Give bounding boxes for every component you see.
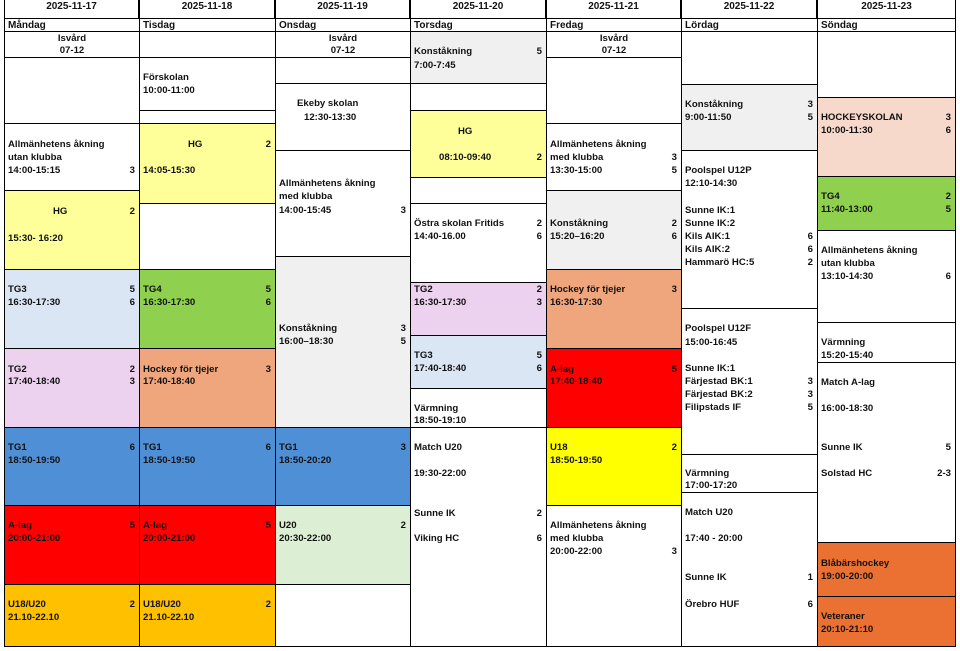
- event-forskolan: [139, 57, 276, 111]
- event-time: 21.10-22.10: [143, 612, 195, 623]
- day-name: Fredag: [546, 18, 681, 32]
- event-count: 3: [400, 205, 406, 216]
- event-count: 5: [129, 284, 135, 295]
- event-tg2: [410, 282, 547, 336]
- event-count: 3: [265, 364, 271, 375]
- team-name: Örebro HUF: [685, 599, 740, 610]
- event-title: TG2: [414, 284, 433, 295]
- event-title: Veteraner: [821, 611, 865, 622]
- event-konstakning: [275, 256, 411, 428]
- event-title: TG1: [8, 442, 27, 453]
- event-count: 6: [671, 231, 677, 242]
- event-time: 18:50-19:50: [550, 455, 603, 466]
- event-title: HOCKEYSKOLAN: [821, 112, 903, 123]
- event-time: 17:40-18:40: [143, 376, 196, 387]
- event-time: 13:30-15:00: [550, 165, 603, 176]
- event-time: 20:00-21:00: [143, 533, 196, 544]
- event-isvard: [275, 31, 411, 58]
- event-public-skating: [4, 123, 140, 191]
- event-tg4: [139, 269, 276, 349]
- team-count: 6: [807, 599, 813, 610]
- event-time: 21.10-22.10: [8, 612, 60, 623]
- event-title: Blåbärshockey: [821, 558, 890, 569]
- team-name: Sunne IK: [685, 572, 727, 583]
- event-title: TG4: [143, 284, 162, 295]
- event-veteraner: [817, 596, 956, 647]
- event-count: 5: [265, 520, 271, 531]
- day-name: Torsdag: [410, 18, 546, 32]
- team-name: Solstad HC: [821, 468, 873, 479]
- event-time: 15:30- 16:20: [8, 233, 63, 244]
- event-isvard: [4, 31, 140, 58]
- event-varmning: [817, 322, 956, 363]
- event-count: 6: [536, 363, 542, 374]
- day-header: [817, 0, 956, 18]
- event-time: 20:10-21:10: [821, 624, 874, 635]
- day-date: 2025-11-19: [317, 1, 368, 12]
- event-count: 5: [400, 336, 406, 347]
- event-title: Match U20: [685, 507, 733, 518]
- event-title: Konståkning: [414, 46, 473, 57]
- event-public-skating: [817, 230, 956, 323]
- event-count: 6: [265, 442, 271, 453]
- day-header: [4, 0, 139, 18]
- event-title: Isvård: [328, 33, 358, 44]
- event-title: A-lag: [8, 520, 32, 531]
- empty-slot: [275, 584, 411, 647]
- event-title: TG4: [821, 191, 840, 202]
- team-count: 6: [807, 244, 813, 255]
- team-name: Filipstads IF: [685, 402, 741, 413]
- event-konstakning: [546, 190, 682, 270]
- event-title: Värmning: [821, 337, 866, 348]
- team-count: 1: [807, 572, 813, 583]
- day-date: 2025-11-18: [181, 1, 233, 12]
- event-title: Konståkning: [550, 218, 609, 229]
- event-public-skating: [275, 150, 411, 257]
- event-count: 3: [807, 99, 813, 110]
- event-time: 18:50-19:10: [414, 415, 467, 426]
- event-title: Värmning: [685, 468, 730, 479]
- event-a-lag: [546, 348, 682, 428]
- day-header: [275, 0, 410, 18]
- event-time: 12:10-14:30: [685, 178, 738, 189]
- event-count: 3: [400, 442, 406, 453]
- event-count: 3: [671, 546, 677, 557]
- event-title: Förskolan: [143, 72, 189, 83]
- event-title: Isvård: [599, 33, 629, 44]
- event-count: 2: [536, 218, 542, 229]
- event-hockeyskolan: [817, 97, 956, 177]
- day-date: 2025-11-23: [861, 1, 912, 12]
- event-hg: [410, 110, 547, 178]
- event-subtitle: med klubba: [550, 533, 604, 544]
- day-header: [681, 0, 817, 18]
- event-title: Match A-lag: [821, 377, 876, 388]
- event-time: 9:00-11:50: [685, 112, 732, 123]
- empty-slot: [139, 110, 276, 124]
- event-time: 10:00-11:30: [821, 125, 873, 136]
- event-time: 08:10-09:40: [439, 152, 492, 163]
- event-count: 5: [536, 46, 542, 57]
- event-time: 16:30-17:30: [8, 297, 61, 308]
- event-time: 19:00-20:00: [821, 571, 874, 582]
- event-hg: [139, 123, 276, 204]
- day-header: [410, 0, 546, 18]
- event-count: 5: [265, 284, 271, 295]
- day-name: Måndag: [4, 18, 139, 32]
- event-count: 2: [671, 218, 677, 229]
- team-name: Färjestad BK:1: [685, 376, 753, 387]
- event-a-lag: [4, 505, 140, 585]
- team-name: Sunne IK:1: [685, 363, 736, 374]
- day-name: Lördag: [681, 18, 817, 32]
- event-title: U20: [279, 520, 297, 531]
- event-time: 13:10-14:30: [821, 271, 874, 282]
- event-title: U18: [550, 442, 568, 453]
- event-count: 2: [265, 139, 271, 150]
- team-name: Viking HC: [414, 533, 460, 544]
- event-count: 2: [536, 152, 542, 163]
- event-tg3: [4, 269, 140, 349]
- team-count: 3: [807, 389, 813, 400]
- event-time: 07-12: [330, 45, 356, 56]
- day-header: [546, 0, 681, 18]
- team-count: 6: [807, 231, 813, 242]
- event-subtitle: utan klubba: [8, 152, 62, 163]
- team-name: Kils AIK:2: [685, 244, 730, 255]
- event-poolspel-u12f: [681, 308, 818, 455]
- event-u18-u20: [139, 584, 276, 647]
- event-blabarshockey: [817, 542, 956, 597]
- event-time: 16:30-17:30: [143, 297, 196, 308]
- event-varmning: [410, 388, 547, 428]
- event-count: 2: [945, 191, 951, 202]
- event-title: A-lag: [143, 520, 167, 531]
- event-count: 5: [671, 165, 677, 176]
- event-count: 5: [807, 112, 813, 123]
- team-count: 3: [807, 376, 813, 387]
- team-name: Sunne IK:1: [685, 205, 736, 216]
- event-time: 10:00-11:00: [143, 85, 195, 96]
- event-poolspel-u12p: [681, 150, 818, 309]
- empty-slot: [4, 57, 140, 124]
- event-count: 3: [129, 376, 135, 387]
- event-count: 6: [536, 231, 542, 242]
- empty-slot: [139, 31, 276, 58]
- event-count: 2: [536, 284, 542, 295]
- event-title: Allmänhetens åkning: [550, 520, 647, 531]
- event-konstakning: [410, 31, 547, 84]
- event-count: 2: [671, 442, 677, 453]
- event-count: 5: [129, 520, 135, 531]
- empty-slot: [139, 203, 276, 270]
- day-header: [139, 0, 275, 18]
- event-title: Hockey för tjejer: [143, 364, 219, 375]
- event-time: 07-12: [59, 45, 85, 56]
- event-time: 18:50-19:50: [8, 455, 61, 466]
- event-title: TG1: [279, 442, 298, 453]
- event-ekeby-skolan: [275, 83, 411, 151]
- event-match-u20: [410, 427, 547, 647]
- empty-slot: [410, 177, 547, 204]
- team-count: 2: [536, 508, 542, 519]
- event-time: 16:00-18:30: [821, 403, 874, 414]
- event-time: 15:20-15:40: [821, 350, 874, 361]
- day-name: Söndag: [817, 18, 956, 32]
- event-time: 7:00-7:45: [414, 60, 456, 71]
- event-count: 6: [945, 125, 951, 136]
- event-title: TG1: [143, 442, 162, 453]
- event-title: Allmänhetens åkning: [550, 139, 647, 150]
- event-public-skating: [546, 505, 682, 647]
- event-title: Poolspel U12F: [685, 323, 752, 334]
- event-time: 17:40-18:40: [8, 376, 61, 387]
- event-title: Konståkning: [279, 323, 338, 334]
- event-varmning: [681, 454, 818, 493]
- event-time: 18:50-19:50: [143, 455, 196, 466]
- team-count: 5: [807, 402, 813, 413]
- event-u18-u20: [4, 584, 140, 647]
- event-count: 3: [129, 165, 135, 176]
- team-name: Sunne IK: [414, 508, 456, 519]
- event-title: A-lag: [550, 364, 574, 375]
- event-title: U18/U20: [8, 599, 46, 610]
- event-time: 14:00-15:15: [8, 165, 61, 176]
- event-time: 20:30-22:00: [279, 533, 332, 544]
- event-hg: [4, 190, 140, 270]
- event-tg1: [275, 427, 411, 506]
- team-count: 2-3: [937, 468, 951, 479]
- event-public-skating: [546, 123, 682, 191]
- event-count: 6: [265, 297, 271, 308]
- event-count: 6: [129, 297, 135, 308]
- event-time: 15:20–16:20: [550, 231, 605, 242]
- event-title: U18/U20: [143, 599, 181, 610]
- team-name: Kils AIK:1: [685, 231, 730, 242]
- event-a-lag: [139, 505, 276, 585]
- event-title: Konståkning: [685, 99, 744, 110]
- day-date: 2025-11-20: [452, 1, 504, 12]
- event-konstakning: [681, 84, 818, 151]
- event-count: 6: [945, 271, 951, 282]
- event-title: HG: [188, 139, 203, 150]
- event-subtitle: med klubba: [279, 191, 333, 202]
- event-count: 5: [536, 350, 542, 361]
- event-title: Allmänhetens åkning: [821, 245, 918, 256]
- event-title: Poolspel U12P: [685, 165, 752, 176]
- team-name: Färjestad BK:2: [685, 389, 753, 400]
- event-time: 17:40-18:40: [550, 376, 603, 387]
- event-title: Hockey för tjejer: [550, 284, 626, 295]
- day-name: Tisdag: [139, 18, 275, 32]
- event-time: 16:30-17:30: [550, 297, 603, 308]
- event-title: TG2: [8, 364, 27, 375]
- team-name: Sunne IK: [821, 442, 863, 453]
- event-title: HG: [53, 206, 68, 217]
- event-time: 07-12: [601, 45, 627, 56]
- event-time: 16:00–18:30: [279, 336, 334, 347]
- event-subtitle: utan klubba: [821, 258, 875, 269]
- event-count: 3: [671, 152, 677, 163]
- event-title: Värmning: [414, 403, 459, 414]
- event-count: 5: [671, 364, 677, 375]
- event-u18: [546, 427, 682, 506]
- empty-slot: [817, 31, 956, 98]
- event-time: 14:05-15:30: [143, 165, 196, 176]
- event-tg3: [410, 335, 547, 389]
- empty-slot: [275, 57, 411, 84]
- event-title: Allmänhetens åkning: [279, 178, 376, 189]
- event-hockey-for-tjejer: [139, 348, 276, 428]
- day-date: 2025-11-17: [46, 1, 97, 12]
- event-count: 3: [536, 297, 542, 308]
- event-ostra-skolan: [410, 203, 547, 283]
- event-isvard: [546, 31, 682, 58]
- event-count: 6: [129, 442, 135, 453]
- team-count: 5: [945, 442, 951, 453]
- event-title: Match U20: [414, 442, 462, 453]
- empty-slot: [681, 31, 818, 85]
- event-time: 20:00-22:00: [550, 546, 603, 557]
- event-time: 18:50-20:20: [279, 455, 332, 466]
- day-date: 2025-11-22: [723, 1, 775, 12]
- day-date: 2025-11-21: [588, 1, 639, 12]
- team-count: 6: [536, 533, 542, 544]
- event-count: 2: [265, 599, 271, 610]
- event-tg2: [4, 348, 140, 428]
- team-name: Sunne IK:2: [685, 218, 736, 229]
- event-time: 17:00-17:20: [685, 480, 738, 491]
- event-tg1: [139, 427, 276, 506]
- event-title: Östra skolan Fritids: [414, 218, 505, 229]
- event-tg1: [4, 427, 140, 506]
- event-count: 5: [945, 204, 951, 215]
- event-count: 3: [945, 112, 951, 123]
- day-name: Onsdag: [275, 18, 410, 32]
- event-count: 2: [129, 364, 135, 375]
- team-count: 2: [807, 257, 813, 268]
- event-time: 11:40-13:00: [821, 204, 873, 215]
- event-title: TG3: [414, 350, 433, 361]
- event-count: 2: [400, 520, 406, 531]
- event-time: 14:00-15:45: [279, 205, 332, 216]
- event-title: HG: [458, 126, 473, 137]
- event-time: 16:30-17:30: [414, 297, 467, 308]
- event-u20: [275, 505, 411, 585]
- empty-slot: [410, 83, 547, 111]
- event-time: 17:40-18:40: [414, 363, 467, 374]
- event-match-a-lag: [817, 362, 956, 543]
- event-count: 2: [129, 206, 135, 217]
- event-title: TG3: [8, 284, 27, 295]
- event-tg4: [817, 176, 956, 231]
- event-time: 20:00-21:00: [8, 533, 61, 544]
- event-time: 15:00-16:45: [685, 337, 738, 348]
- event-time: 12:30-13:30: [304, 112, 357, 123]
- team-name: Hammarö HC:5: [685, 257, 755, 268]
- event-hockey-for-tjejer: [546, 269, 682, 349]
- event-title: Allmänhetens åkning: [8, 139, 105, 150]
- event-match-u20: [681, 492, 818, 647]
- event-subtitle: med klubba: [550, 152, 604, 163]
- event-count: 3: [400, 323, 406, 334]
- event-count: 3: [671, 284, 677, 295]
- event-count: 2: [129, 599, 135, 610]
- event-time: 17:40 - 20:00: [685, 533, 743, 544]
- event-title: Ekeby skolan: [297, 98, 359, 109]
- event-time: 19:30-22:00: [414, 468, 467, 479]
- event-time: 14:40-16.00: [414, 231, 466, 242]
- empty-slot: [546, 57, 682, 124]
- event-title: Isvård: [57, 33, 87, 44]
